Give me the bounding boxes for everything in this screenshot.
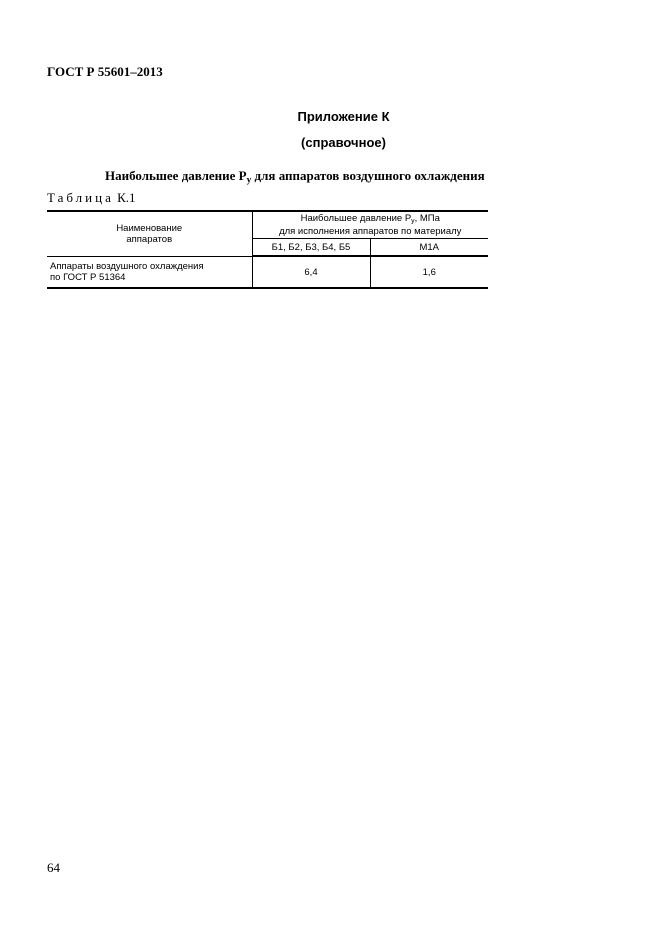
table-label	[47, 190, 136, 206]
header-cell-name	[47, 211, 252, 256]
annex-title: Приложение К	[297, 109, 390, 124]
table-row	[47, 256, 488, 288]
page-number: 64	[47, 860, 60, 875]
subheader-cell: М1А	[370, 239, 488, 257]
annex-subtitle: (справочное)	[301, 135, 386, 150]
row-value-cell: 6,4	[252, 256, 370, 288]
section-title-subscript: у	[246, 175, 252, 186]
document-id: ГОСТ Р 55601–2013	[47, 64, 163, 79]
row-name-cell	[47, 256, 252, 288]
header-pressure-line2: для исполнения аппаратов по материалу	[279, 226, 462, 238]
header-pressure-line1	[256, 213, 486, 227]
section-title	[105, 168, 485, 185]
row-value-cell: 1,6	[370, 256, 488, 288]
data-table	[47, 210, 488, 289]
section-title-text-end: для аппаратов воздушного охлаждения	[251, 168, 485, 183]
row-name-line2: по ГОСТ Р 51364	[50, 271, 126, 283]
table-header-row	[47, 211, 488, 239]
header-cell-pressure	[252, 211, 488, 239]
table-label-word: Таблица	[47, 190, 114, 205]
header-name-line2: аппаратов	[126, 233, 173, 245]
header-pressure-unit: , МПа	[414, 212, 440, 224]
subheader-cell: Б1, Б2, Б3, Б4, Б5	[252, 239, 370, 257]
header-pressure-subscript: у	[411, 217, 415, 225]
section-title-text: Наибольшее давление Р	[105, 168, 247, 183]
header-pressure-text: Наибольшее давление Р	[300, 212, 412, 224]
document-header	[47, 64, 163, 80]
header-name-line1: Наименование	[116, 222, 183, 234]
table-label-number: К.1	[117, 190, 136, 205]
row-name-line1: Аппараты воздушного охлаждения	[50, 260, 204, 272]
